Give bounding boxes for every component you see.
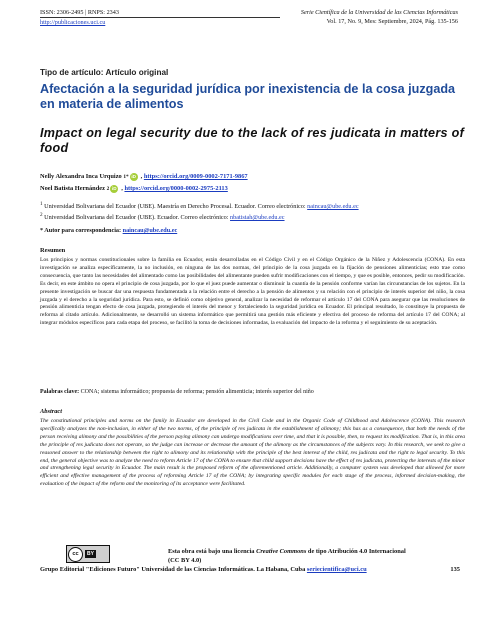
cc-license-badge[interactable] — [66, 545, 110, 563]
series-title: Serie Científica de la Universidad de las Ciencias Informáticas — [300, 9, 458, 16]
header-right — [301, 8, 458, 26]
license-short: (CC BY 4.0) — [168, 557, 202, 564]
keywords — [40, 389, 465, 395]
affiliation-text: Universidad Bolivariana del Ecuador (UBE). Maestría en Derecho Procesal. Ecuador. Correo electrónico: — [44, 203, 306, 211]
abstract-text: The constitutional principles and norms on the family in Ecuador are developed in the Civil Code and in the Organic Code of Childhood and Adolescence (CONA). This research specifically analyzes the non-inclusion, in either of the two norms, of the principle of res judicata in the establishment of alimony; this has as a consequence, that both the needs of the person receiving alimony and the possibilities of the person paying alimony can undergo modifications over time, and that it is possible, then, to request its modification. That is, in this area the principle of res judicata does not operate, so the judge can increase or decrease the amount of the alimony as the circumstances of the subjects vary. In this research, we seek to give a reasoned answer to the relationship between the right to alimony and its relationship with the principle of the best interest of the child, res judicata and the right to legal security. To this end, the general objective was to analyze the need to reform Article 17 of the CONA to ensure that child support decisions have the effect of res judicata, protecting the interests of the minor and strengthening legal security in Ecuador. The main result is the proposed reform of the aforementioned article. Additionally, a computer system was developed that allowed for more efficient and effective management of the process of reforming Article 17 of the CONA; by integrating specific modules for each stage of the process, informed decision-making, the evaluation of the impact of the reform and the monitoring of its acceptance were facilitated. — [40, 418, 465, 488]
correspondence — [40, 227, 177, 234]
issn-line: ISSN: 2306-2495 | RNPS: 2343 — [40, 8, 280, 18]
journal-url-link[interactable]: http://publicaciones.uci.cu — [40, 19, 106, 26]
affiliation-email-link[interactable]: naincau@ube.edu.ec — [307, 203, 359, 211]
footer-email-link[interactable]: seriecientifica@uci.cu — [306, 566, 367, 573]
keywords-label: Palabras clave: — [40, 389, 80, 395]
affiliation-2 — [40, 211, 359, 222]
footer — [40, 566, 460, 573]
publisher-text: Grupo Editorial "Ediciones Futuro" Universidad de las Ciencias Informáticas. La Habana, Cuba — [40, 566, 306, 573]
keywords-text: CONA; sistema informático; propuesta de reforma; pensión alimenticia; interés superior del niño — [80, 389, 314, 395]
author-1: Nelly Alexandra Inca Urquizo 1* iD , https://orcid.org/0009-0002-7171-9867 — [40, 171, 248, 183]
affiliation-1 — [40, 200, 359, 211]
author-2: Noel Batista Hernández 2 iD , https://orcid.org/0000-0002-2975-2113 — [40, 183, 248, 195]
authors-block — [40, 171, 248, 195]
orcid-link[interactable]: https://orcid.org/0009-0002-7171-9867 — [143, 173, 248, 180]
affiliation-email-link[interactable]: nbatistah@ube.edu.ec — [230, 214, 285, 222]
cc-icon: cc — [68, 547, 83, 562]
affiliation-num: 2 — [40, 212, 43, 219]
volume-info: Vol. 17, No. 9, Mes: Septiembre, 2024, Pág. 135-156 — [326, 18, 458, 25]
correspondence-label: * Autor para correspondencia: — [40, 227, 122, 234]
affiliations — [40, 200, 359, 222]
orcid-icon[interactable]: iD — [111, 186, 117, 191]
affiliation-num: 1 — [40, 201, 43, 207]
article-type: Tipo de artículo: Artículo original — [40, 68, 169, 77]
correspondence-email-link[interactable]: naincau@ube.edu.ec — [122, 227, 178, 234]
license-cc-name: Creative Commons — [256, 548, 307, 555]
title-spanish: Afectación a la seguridad jurídica por inexistencia de la cosa juzgada en materia de alimentos — [40, 82, 456, 111]
by-icon: BY — [87, 551, 94, 557]
page-number: 135 — [450, 566, 460, 573]
header-left — [40, 8, 280, 27]
abstract-heading: Abstract — [40, 408, 63, 415]
resumen-text: Los principios y normas constitucionales sobre la familia en Ecuador, están desarrolladas en el Código Civil y en el Código Orgánico de la Niñez y Adolescencia (CONA). En esta investigación se analiza específicamente, la no inclusión, en ninguna de las dos normas, del principio de la cosa juzgada en la fijación de pensiones alimenticias; esto trae como consecuencia, que tanto las necesidades del alimentado como las posibilidades del alimentante pueden sufrir modificaciones con el tiempo, y que es posible, entonces, pedir su modificación. Es decir, en este ámbito no opera el principio de cosa juzgada, por lo que el juez puede aumentar o disminuir la cuantía de la pensión conforme varían las circunstancias de los sujetos. En la presente investigación se buscar dar una respuesta fundamentada a la relación entre el derecho a la pensión de alimentos y su relación con el principio de interés superior del niño, la cosa juzgada y el derecho a la seguridad jurídica. Para esto, se definió como objetivo general, analizar la necesidad de reformar el artículo 17 del CONA para asegurar que las resoluciones de pensión alimenticia tengan efecto de cosa juzgada, protegiendo el interés del menor y fortaleciendo la seguridad jurídica en Ecuador. El principal resultado, lo constituye la propuesta de reforma al citado artículo. Adicionalmente, se desarrolló un sistema informático que permitirá una gestión más eficiente y efectiva del proceso de reforma del artículo 17 del CONA; al integrar módulos específicos para cada etapa del proceso, se facilitó la toma de decisiones informadas, la evaluación del impacto de la reforma y el seguimiento de su aceptación. — [40, 257, 465, 327]
affiliation-text: Universidad Bolivariana del Ecuador (UBE). Ecuador. Correo electrónico: — [44, 214, 229, 222]
footer-publisher — [40, 566, 367, 573]
author-sup: 1* — [123, 174, 129, 180]
resumen-heading: Resumen — [40, 247, 66, 254]
orcid-icon[interactable]: iD — [131, 174, 136, 179]
orcid-link[interactable]: https://orcid.org/0000-0002-2975-2113 — [124, 185, 228, 192]
author-sup: 2 — [106, 186, 110, 192]
license-text — [168, 547, 406, 565]
title-english: Impact on legal security due to the lack of res judicata in matters of food — [40, 126, 465, 155]
license-post: de tipo Atribución 4.0 Internacional — [307, 548, 406, 555]
author-name: Nelly Alexandra Inca Urquizo — [40, 173, 122, 180]
author-name: Noel Batista Hernández — [40, 185, 105, 192]
license-pre: Esta obra está bajo una licencia — [168, 548, 255, 555]
